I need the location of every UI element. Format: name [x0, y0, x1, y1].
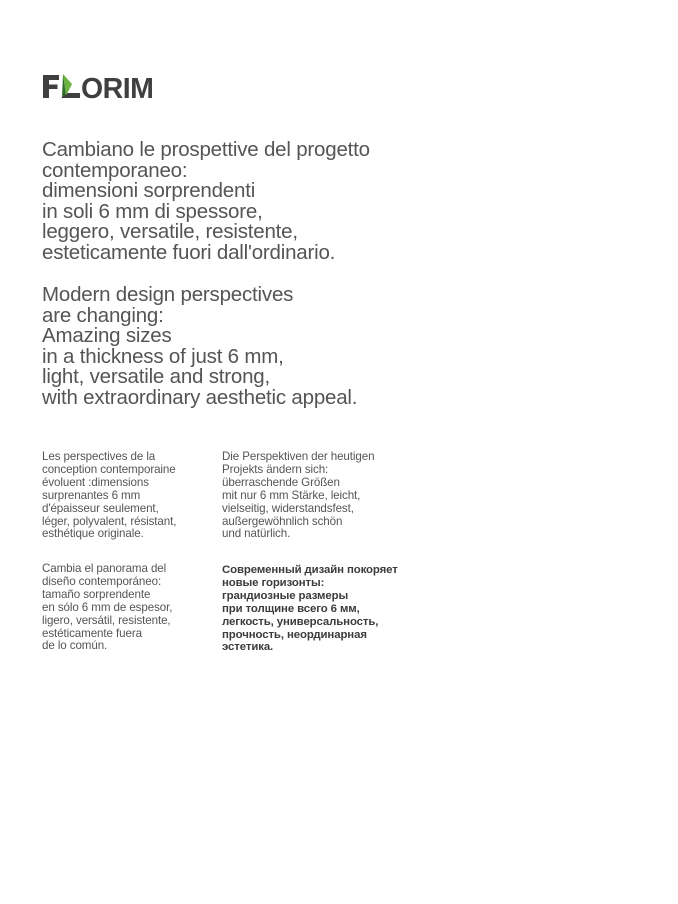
- text-line: d'épaisseur seulement,: [42, 501, 159, 515]
- intro-italian: [42, 140, 370, 264]
- text-line: Les perspectives de la: [42, 450, 156, 463]
- text-line: vielseitig, widerstandsfest,: [222, 501, 354, 515]
- text-line: dimensioni sorprendenti: [42, 179, 256, 203]
- text-line: Die Perspektiven der heutigen: [222, 450, 375, 463]
- text-line: conception contemporaine: [42, 462, 176, 476]
- florim-logo-mark: [42, 72, 172, 102]
- text-spanish: [42, 563, 172, 653]
- text-line: en sólo 6 mm de espesor,: [42, 600, 173, 614]
- svg-text:ORIM: ORIM: [81, 73, 154, 102]
- text-line: surprenantes 6 mm: [42, 488, 141, 502]
- text-line: Amazing sizes: [42, 324, 172, 348]
- text-line: эстетика.: [222, 641, 274, 654]
- text-line: leggero, versatile, resistente,: [42, 220, 298, 244]
- text-line: при толщине всего 6 мм,: [222, 602, 360, 615]
- text-line: прочность, неординарная: [222, 628, 367, 641]
- text-line: Projekts ändern sich:: [222, 462, 329, 476]
- text-line: легкость, универсальность,: [222, 615, 379, 628]
- text-line: in a thickness of just 6 mm,: [42, 344, 284, 368]
- text-line: ligero, versátil, resistente,: [42, 613, 171, 627]
- text-line: évoluent :dimensions: [42, 475, 149, 489]
- text-line: estéticamente fuera: [42, 626, 142, 640]
- text-line: léger, polyvalent, résistant,: [42, 514, 177, 528]
- text-line: esthétique originale.: [42, 527, 144, 541]
- text-line: außergewöhnlich schön: [222, 514, 343, 528]
- text-line: Cambia el panorama del: [42, 562, 167, 575]
- text-line: mit nur 6 mm Stärke, leicht,: [222, 488, 361, 502]
- text-line: tamaño sorprendente: [42, 587, 151, 601]
- text-line: with extraordinary aesthetic appeal.: [42, 385, 358, 409]
- text-line: новые горизонты:: [222, 576, 325, 589]
- text-line: und natürlich.: [222, 527, 291, 541]
- text-line: Современный дизайн покоряет: [222, 564, 398, 576]
- text-russian: [222, 564, 398, 654]
- text-line: überraschende Größen: [222, 475, 340, 489]
- text-line: Cambiano le prospettive del progetto: [42, 138, 370, 161]
- text-line: Modern design perspectives: [42, 283, 294, 306]
- intro-english: [42, 285, 357, 409]
- text-line: are changing:: [42, 303, 164, 327]
- text-line: light, versatile and strong,: [42, 365, 270, 389]
- text-line: esteticamente fuori dall'ordinario.: [42, 240, 336, 264]
- text-line: diseño contemporáneo:: [42, 574, 162, 588]
- florim-logo: [42, 72, 172, 102]
- text-french: [42, 451, 176, 541]
- text-german: [222, 451, 374, 541]
- text-line: contemporaneo:: [42, 158, 188, 182]
- text-line: in soli 6 mm di spessore,: [42, 199, 263, 223]
- text-line: de lo común.: [42, 639, 108, 653]
- text-line: грандиозные размеры: [222, 589, 349, 602]
